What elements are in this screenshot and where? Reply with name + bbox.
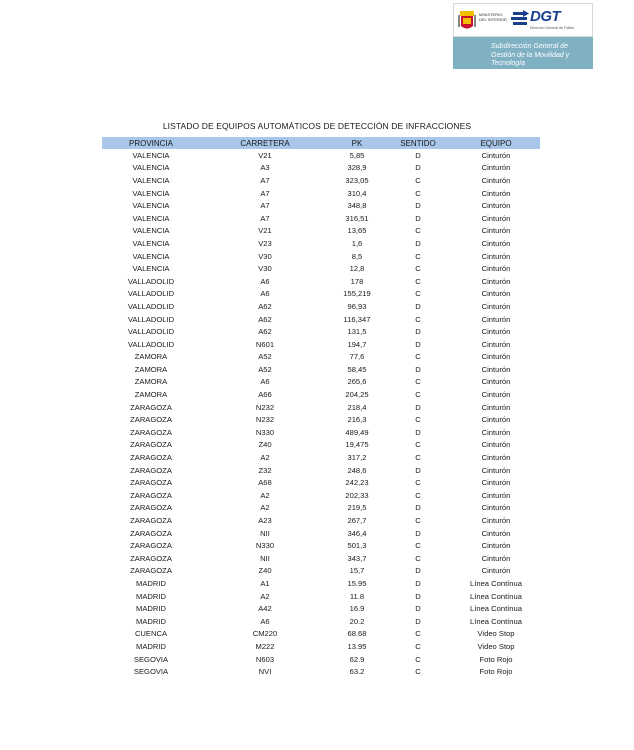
cell-carretera: A62 <box>258 327 272 337</box>
table-row <box>102 426 540 439</box>
cell-pk: 8,5 <box>351 251 363 261</box>
cell-equipo: Cinturón <box>481 226 511 236</box>
cell-provincia: CUENCA <box>134 629 168 639</box>
cell-equipo: Cinturón <box>481 478 511 488</box>
header-logo-panel <box>453 3 593 69</box>
equipment-table <box>102 137 540 678</box>
cell-carretera: A2 <box>260 591 270 601</box>
cell-carretera: N330 <box>255 427 275 437</box>
cell-sentido: D <box>415 364 421 374</box>
table-row <box>102 174 540 187</box>
cell-pk: 501,3 <box>347 541 367 551</box>
cell-equipo: Cinturón <box>481 364 511 374</box>
cell-equipo: Cinturón <box>481 402 511 412</box>
cell-equipo: Foto Rojo <box>479 667 513 677</box>
cell-carretera: A7 <box>260 213 270 223</box>
cell-pk: 317,2 <box>347 453 367 463</box>
table-row <box>102 665 540 678</box>
cell-carretera: A7 <box>260 188 270 198</box>
cell-carretera: A6 <box>260 616 270 626</box>
cell-pk: 202,33 <box>345 490 369 500</box>
cell-equipo: Línea Contínua <box>470 616 522 626</box>
cell-equipo: Cinturón <box>481 465 511 475</box>
cell-pk: 12,8 <box>349 264 365 274</box>
table-row <box>102 514 540 527</box>
cell-equipo: Video Stop <box>477 629 515 639</box>
table-header-row <box>102 137 540 149</box>
table-row <box>102 628 540 641</box>
table-row <box>102 187 540 200</box>
cell-provincia: VALENCIA <box>132 150 170 160</box>
cell-provincia: SEGOVIA <box>133 667 169 677</box>
cell-sentido: D <box>415 163 421 173</box>
cell-pk: 15,7 <box>349 566 365 576</box>
cell-sentido: C <box>415 478 421 488</box>
cell-sentido: C <box>415 289 421 299</box>
cell-carretera: V21 <box>258 226 272 236</box>
column-header: PK <box>330 137 384 149</box>
cell-provincia: ZARAGOZA <box>130 528 172 538</box>
cell-carretera: N603 <box>255 654 275 664</box>
table-row <box>102 376 540 389</box>
table-row <box>102 338 540 351</box>
cell-sentido: C <box>415 490 421 500</box>
cell-carretera: A52 <box>258 352 272 362</box>
cell-equipo: Cinturón <box>481 301 511 311</box>
cell-provincia: ZARAGOZA <box>130 490 172 500</box>
cell-equipo: Cinturón <box>481 213 511 223</box>
cell-sentido: D <box>415 201 421 211</box>
cell-pk: 310,4 <box>347 188 367 198</box>
cell-sentido: D <box>415 578 421 588</box>
cell-provincia: ZAMORA <box>134 352 168 362</box>
table-row <box>102 225 540 238</box>
table-row <box>102 149 540 162</box>
cell-pk: 63.2 <box>349 667 365 677</box>
cell-equipo: Cinturón <box>481 566 511 576</box>
cell-provincia: ZARAGOZA <box>130 440 172 450</box>
cell-sentido: C <box>415 352 421 362</box>
cell-carretera: V21 <box>258 150 272 160</box>
cell-provincia: VALENCIA <box>132 264 170 274</box>
column-header: CARRETERA <box>200 137 330 149</box>
cell-sentido: C <box>415 641 421 651</box>
cell-provincia: ZAMORA <box>134 390 168 400</box>
table-row <box>102 313 540 326</box>
cell-provincia: ZARAGOZA <box>130 478 172 488</box>
cell-carretera: A62 <box>258 314 272 324</box>
cell-equipo: Cinturón <box>481 339 511 349</box>
cell-carretera: V23 <box>258 238 272 248</box>
table-row <box>102 275 540 288</box>
cell-carretera: NII <box>260 528 270 538</box>
table-row <box>102 237 540 250</box>
cell-provincia: ZARAGOZA <box>130 415 172 425</box>
cell-equipo: Cinturón <box>481 264 511 274</box>
cell-pk: 267,7 <box>347 516 367 526</box>
cell-pk: 77,6 <box>349 352 365 362</box>
cell-pk: 68.68 <box>347 629 367 639</box>
cell-equipo: Cinturón <box>481 201 511 211</box>
table-row <box>102 451 540 464</box>
cell-provincia: ZARAGOZA <box>130 503 172 513</box>
cell-carretera: A42 <box>258 604 272 614</box>
table-row <box>102 640 540 653</box>
cell-carretera: Z40 <box>258 440 272 450</box>
dgt-subtitle: Dirección General de Tráfico <box>530 26 575 30</box>
cell-provincia: VALLADOLID <box>127 327 175 337</box>
cell-sentido: C <box>415 541 421 551</box>
dgt-arrows-icon <box>511 10 529 26</box>
cell-provincia: ZARAGOZA <box>130 465 172 475</box>
cell-carretera: A6 <box>260 276 270 286</box>
cell-carretera: N232 <box>255 415 275 425</box>
cell-equipo: Cinturón <box>481 541 511 551</box>
cell-sentido: C <box>415 175 421 185</box>
table-row <box>102 489 540 502</box>
cell-pk: 131,5 <box>347 327 367 337</box>
cell-equipo: Cinturón <box>481 415 511 425</box>
cell-provincia: ZARAGOZA <box>130 427 172 437</box>
cell-provincia: MADRID <box>136 641 166 651</box>
cell-sentido: D <box>415 150 421 160</box>
cell-sentido: C <box>415 553 421 563</box>
cell-pk: 155,219 <box>343 289 371 299</box>
cell-provincia: ZARAGOZA <box>130 402 172 412</box>
cell-provincia: MADRID <box>136 604 166 614</box>
cell-provincia: VALENCIA <box>132 238 170 248</box>
cell-equipo: Cinturón <box>481 528 511 538</box>
cell-equipo: Línea Contínua <box>470 578 522 588</box>
cell-sentido: D <box>415 402 421 412</box>
cell-provincia: VALLADOLID <box>127 289 175 299</box>
cell-sentido: D <box>415 238 421 248</box>
cell-provincia: ZAMORA <box>134 364 168 374</box>
cell-sentido: D <box>415 566 421 576</box>
cell-carretera: A23 <box>258 516 272 526</box>
cell-sentido: C <box>415 440 421 450</box>
cell-provincia: VALENCIA <box>132 226 170 236</box>
table-row <box>102 162 540 175</box>
cell-provincia: ZARAGOZA <box>130 516 172 526</box>
cell-provincia: VALLADOLID <box>127 301 175 311</box>
cell-equipo: Cinturón <box>481 453 511 463</box>
cell-pk: 1,6 <box>351 238 363 248</box>
cell-pk: 265,6 <box>347 377 367 387</box>
cell-sentido: D <box>415 301 421 311</box>
cell-pk: 13.95 <box>347 641 367 651</box>
cell-sentido: D <box>415 591 421 601</box>
cell-pk: 13,65 <box>347 226 367 236</box>
cell-sentido: D <box>415 465 421 475</box>
table-row <box>102 577 540 590</box>
cell-equipo: Cinturón <box>481 289 511 299</box>
table-row <box>102 439 540 452</box>
cell-pk: 348,8 <box>347 201 367 211</box>
cell-carretera: N601 <box>255 339 275 349</box>
cell-carretera: A2 <box>260 453 270 463</box>
cell-carretera: Z32 <box>258 465 272 475</box>
cell-provincia: VALENCIA <box>132 175 170 185</box>
cell-pk: 343,7 <box>347 553 367 563</box>
cell-carretera: A52 <box>258 364 272 374</box>
cell-equipo: Cinturón <box>481 440 511 450</box>
document-title: LISTADO DE EQUIPOS AUTOMÁTICOS DE DETECCIÓN DE INFRACCIONES <box>162 121 472 131</box>
cell-sentido: D <box>415 213 421 223</box>
table-row <box>102 288 540 301</box>
cell-provincia: ZARAGOZA <box>130 553 172 563</box>
cell-sentido: D <box>415 503 421 513</box>
table-row <box>102 527 540 540</box>
cell-carretera: A62 <box>258 301 272 311</box>
table-row <box>102 212 540 225</box>
cell-provincia: MADRID <box>136 591 166 601</box>
cell-carretera: Z40 <box>258 566 272 576</box>
table-row <box>102 199 540 212</box>
table-row <box>102 476 540 489</box>
cell-pk: 116,347 <box>343 314 371 324</box>
cell-pk: 323,05 <box>345 175 369 185</box>
cell-equipo: Cinturón <box>481 327 511 337</box>
table-body <box>102 149 540 678</box>
cell-sentido: C <box>415 314 421 324</box>
cell-provincia: MADRID <box>136 616 166 626</box>
dgt-logo-text: DGT <box>530 8 561 25</box>
table-row <box>102 262 540 275</box>
cell-pk: 16.9 <box>349 604 365 614</box>
cell-equipo: Cinturón <box>481 377 511 387</box>
cell-pk: 316,51 <box>345 213 369 223</box>
subdirection-text: Subdirección General de Gestión de la Movilidad y Tecnología <box>491 43 570 67</box>
cell-pk: 216,3 <box>347 415 367 425</box>
cell-provincia: VALENCIA <box>132 163 170 173</box>
table-row <box>102 590 540 603</box>
ministry-text: MINISTERIO DEL INTERIOR <box>479 12 507 22</box>
cell-pk: 346,4 <box>347 528 367 538</box>
cell-carretera: N330 <box>255 541 275 551</box>
cell-pk: 62.9 <box>349 654 365 664</box>
cell-equipo: Línea Contínua <box>470 591 522 601</box>
cell-carretera: A68 <box>258 478 272 488</box>
cell-carretera: A66 <box>258 390 272 400</box>
cell-sentido: C <box>415 226 421 236</box>
cell-pk: 58,45 <box>347 364 367 374</box>
cell-sentido: C <box>415 390 421 400</box>
table-row <box>102 250 540 263</box>
cell-sentido: D <box>415 604 421 614</box>
cell-pk: 219,5 <box>347 503 367 513</box>
cell-equipo: Cinturón <box>481 314 511 324</box>
cell-provincia: VALENCIA <box>132 213 170 223</box>
cell-provincia: VALLADOLID <box>127 314 175 324</box>
cell-carretera: A7 <box>260 201 270 211</box>
cell-carretera: CM220 <box>252 629 278 639</box>
cell-sentido: D <box>415 528 421 538</box>
cell-provincia: ZARAGOZA <box>130 566 172 576</box>
cell-equipo: Cinturón <box>481 503 511 513</box>
cell-sentido: C <box>415 629 421 639</box>
table-row <box>102 539 540 552</box>
cell-equipo: Cinturón <box>481 150 511 160</box>
cell-sentido: C <box>415 251 421 261</box>
cell-equipo: Cinturón <box>481 238 511 248</box>
table-row <box>102 552 540 565</box>
cell-carretera: V30 <box>258 264 272 274</box>
cell-equipo: Cinturón <box>481 427 511 437</box>
table-row <box>102 363 540 376</box>
table-row <box>102 615 540 628</box>
cell-pk: 194,7 <box>347 339 367 349</box>
cell-pk: 489,49 <box>345 427 369 437</box>
cell-pk: 204,25 <box>345 390 369 400</box>
cell-equipo: Foto Rojo <box>479 654 513 664</box>
cell-equipo: Cinturón <box>481 390 511 400</box>
cell-provincia: ZARAGOZA <box>130 453 172 463</box>
cell-provincia: VALENCIA <box>132 201 170 211</box>
cell-sentido: D <box>415 427 421 437</box>
cell-sentido: C <box>415 667 421 677</box>
table-row <box>102 464 540 477</box>
cell-provincia: SEGOVIA <box>133 654 169 664</box>
cell-equipo: Cinturón <box>481 188 511 198</box>
cell-pk: 5,85 <box>349 150 365 160</box>
table-row <box>102 325 540 338</box>
cell-pk: 15.95 <box>347 578 367 588</box>
cell-sentido: C <box>415 415 421 425</box>
column-header: PROVINCIA <box>102 137 200 149</box>
cell-sentido: D <box>415 327 421 337</box>
cell-provincia: VALLADOLID <box>127 339 175 349</box>
table-row <box>102 565 540 578</box>
cell-equipo: Cinturón <box>481 276 511 286</box>
cell-carretera: A3 <box>260 163 270 173</box>
cell-carretera: N232 <box>255 402 275 412</box>
cell-provincia: VALLADOLID <box>127 276 175 286</box>
table-row <box>102 653 540 666</box>
cell-provincia: ZAMORA <box>134 377 168 387</box>
cell-carretera: A6 <box>260 377 270 387</box>
cell-provincia: MADRID <box>136 578 166 588</box>
cell-provincia: ZARAGOZA <box>130 541 172 551</box>
cell-pk: 178 <box>350 276 364 286</box>
cell-carretera: NVI <box>258 667 272 677</box>
cell-provincia: VALENCIA <box>132 188 170 198</box>
cell-pk: 11.8 <box>349 591 365 601</box>
cell-equipo: Cinturón <box>481 516 511 526</box>
cell-sentido: C <box>415 654 421 664</box>
cell-equipo: Cinturón <box>481 553 511 563</box>
table-row <box>102 351 540 364</box>
logo-strip <box>453 3 593 37</box>
cell-sentido: C <box>415 453 421 463</box>
cell-pk: 218,4 <box>347 402 367 412</box>
cell-sentido: C <box>415 276 421 286</box>
cell-carretera: V30 <box>258 251 272 261</box>
cell-sentido: D <box>415 339 421 349</box>
cell-pk: 19,475 <box>345 440 369 450</box>
cell-pk: 96,93 <box>347 301 367 311</box>
cell-sentido: C <box>415 264 421 274</box>
cell-pk: 328,9 <box>347 163 367 173</box>
cell-pk: 20.2 <box>349 616 365 626</box>
cell-sentido: D <box>415 616 421 626</box>
cell-provincia: VALENCIA <box>132 251 170 261</box>
cell-equipo: Cinturón <box>481 251 511 261</box>
cell-sentido: C <box>415 377 421 387</box>
column-header: EQUIPO <box>452 137 540 149</box>
table-row <box>102 401 540 414</box>
cell-carretera: M222 <box>255 641 275 651</box>
cell-carretera: A7 <box>260 175 270 185</box>
table-row <box>102 602 540 615</box>
cell-pk: 248,6 <box>347 465 367 475</box>
cell-sentido: C <box>415 516 421 526</box>
cell-equipo: Cinturón <box>481 352 511 362</box>
cell-sentido: C <box>415 188 421 198</box>
cell-carretera: A2 <box>260 503 270 513</box>
cell-equipo: Línea Contínua <box>470 604 522 614</box>
table-row <box>102 502 540 515</box>
cell-equipo: Video Stop <box>477 641 515 651</box>
table-row <box>102 300 540 313</box>
cell-pk: 242,23 <box>345 478 369 488</box>
cell-equipo: Cinturón <box>481 490 511 500</box>
column-header: SENTIDO <box>384 137 452 149</box>
cell-carretera: A1 <box>260 578 270 588</box>
table-row <box>102 413 540 426</box>
cell-equipo: Cinturón <box>481 163 511 173</box>
cell-equipo: Cinturón <box>481 175 511 185</box>
spain-crest-icon <box>458 9 476 31</box>
cell-carretera: A6 <box>260 289 270 299</box>
cell-carretera: A2 <box>260 490 270 500</box>
cell-carretera: NII <box>260 553 270 563</box>
table-row <box>102 388 540 401</box>
